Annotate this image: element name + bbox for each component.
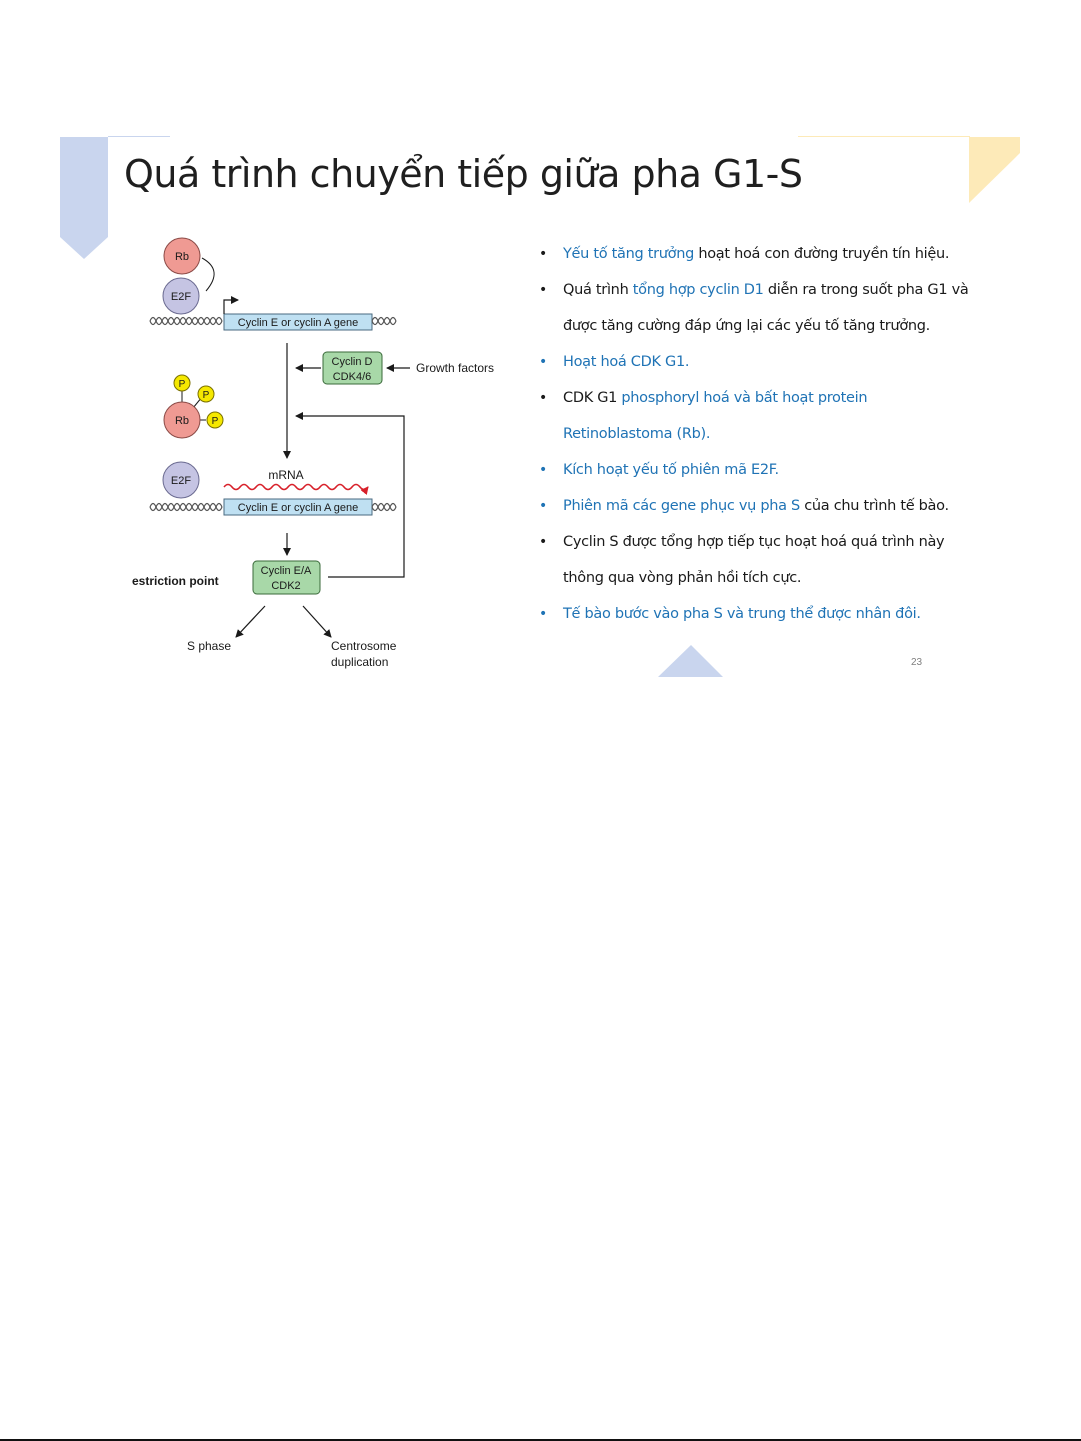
bullet-text: diễn ra trong suốt pha G1 và được tăng cường đáp ứng lại các yếu tố tăng trưởng.: [563, 282, 969, 334]
gene-label-bottom: Cyclin E or cyclin A gene: [237, 502, 359, 514]
rb-tether-line: [202, 258, 214, 291]
bullet-item-activate-cdk: [538, 344, 978, 380]
restriction-point-label: estriction point: [132, 574, 219, 588]
bullet-highlight: tổng hợp cyclin D1: [632, 282, 764, 298]
phosphate-label-1: P: [178, 379, 186, 390]
to-centrosome-arrow: [303, 606, 331, 637]
bullet-highlight: Hoạt hoá CDK G1.: [563, 354, 690, 370]
corner-triangle-shape: [969, 137, 1021, 205]
bookmark-ribbon-shape: [60, 137, 110, 261]
bullet-highlight: Phiên mã các gene phục vụ pha S: [563, 498, 800, 514]
bullet-item-positive-feedback: [538, 524, 978, 596]
bullet-highlight: Kích hoạt yếu tố phiên mã E2F.: [563, 462, 779, 478]
to-s-phase-arrow: [236, 606, 265, 637]
bullet-prefix: CDK G1: [563, 390, 622, 406]
header-rule-left: [108, 136, 170, 137]
bullet-item-growth-factors: [538, 236, 978, 272]
bullet-text: Cyclin S được tổng hợp tiếp tục hoạt hoá quá trình này thông qua vòng phản hồi tích cực.: [563, 534, 945, 586]
cyclin-ea-label: Cyclin E/A: [260, 565, 312, 577]
bullet-item-enter-s-phase: [538, 596, 978, 632]
bullet-highlight: Yếu tố tăng trưởng: [563, 246, 695, 262]
dna-helix-top-right-b: [372, 318, 396, 325]
promoter-arrow: [224, 300, 238, 314]
s-phase-label: S phase: [187, 639, 232, 653]
bullet-item-phosphorylate-rb: [538, 380, 978, 452]
bullet-highlight: Tế bào bước vào pha S và trung thể được nhân đôi.: [563, 606, 921, 622]
rb-label-phosphorylated: Rb: [174, 415, 190, 427]
phosphate-label-3: P: [211, 416, 219, 427]
bottom-triangle-shape: [658, 645, 724, 678]
dna-helix-bottom-right-b: [372, 504, 396, 511]
growth-factors-label: Growth factors: [416, 361, 495, 375]
header-rule-right: [798, 136, 970, 137]
slide-title: Quá trình chuyển tiếp giữa pha G1-S: [124, 152, 803, 196]
centrosome-label-line1: Centrosome: [331, 639, 397, 653]
cyclin-d-label: Cyclin D: [331, 356, 373, 368]
mrna-transcript-wave: [224, 485, 368, 490]
bullet-item-activate-e2f: [538, 452, 978, 488]
e2f-label-top: E2F: [170, 291, 192, 303]
mrna-label: mRNA: [268, 468, 304, 482]
bullet-item-transcribe-s-genes: [538, 488, 978, 524]
phosphate-label-2: P: [202, 390, 210, 401]
centrosome-label-line2: duplication: [331, 655, 389, 669]
cdk2-label: CDK2: [271, 580, 301, 592]
e2f-label-bottom: E2F: [170, 475, 192, 487]
rb-label-top: Rb: [174, 251, 190, 263]
bullet-item-cyclin-d1: [538, 272, 978, 344]
bullet-prefix: Quá trình: [563, 282, 633, 298]
bullet-list: [538, 236, 978, 632]
positive-feedback-arrow: [296, 416, 404, 577]
bullet-text: của chu trình tế bào.: [799, 498, 949, 514]
bullet-highlight: phosphoryl hoá và bất hoạt protein Retinoblastoma (Rb).: [563, 390, 868, 442]
gene-label-top: Cyclin E or cyclin A gene: [237, 317, 359, 329]
page-number: 23: [911, 657, 923, 668]
bullet-text: hoạt hoá con đường truyền tín hiệu.: [694, 246, 950, 262]
g1-s-transition-diagram: [120, 225, 520, 680]
cdk46-label: CDK4/6: [332, 371, 372, 383]
